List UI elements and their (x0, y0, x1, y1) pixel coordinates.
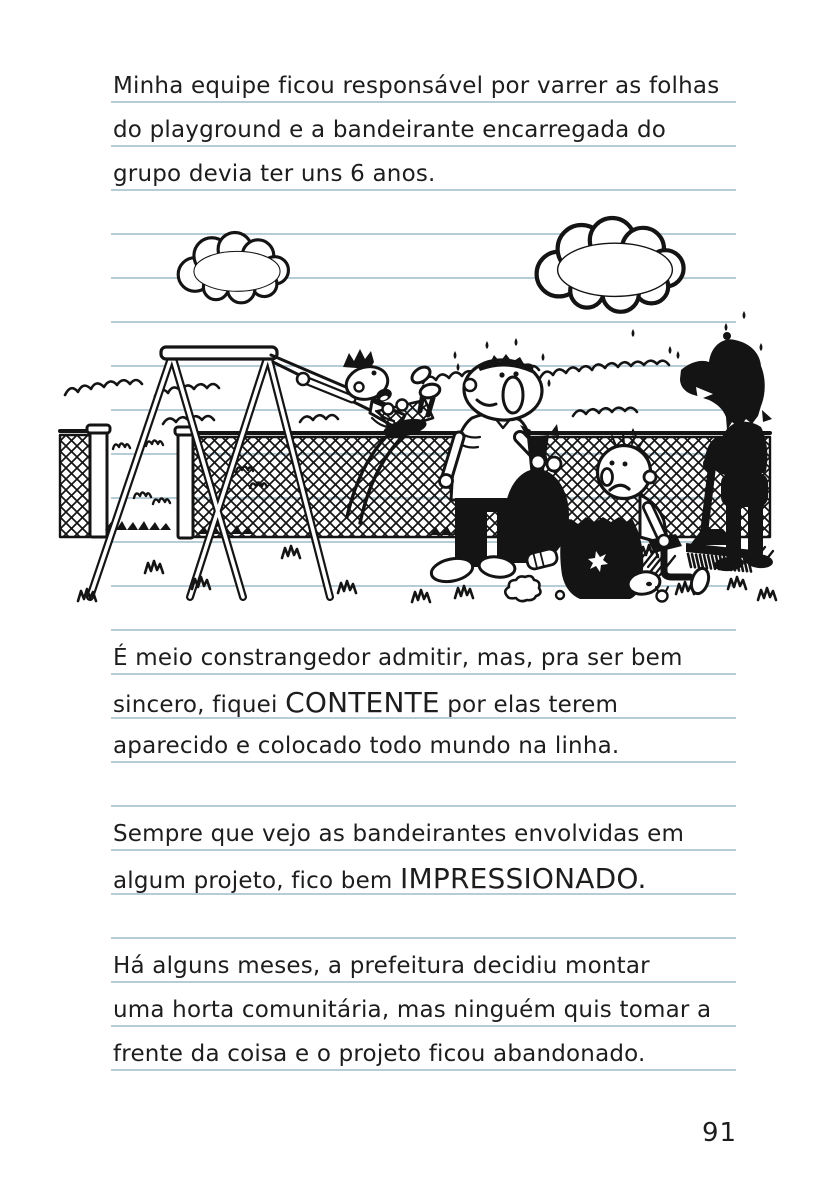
handwritten-line: grupo devia ter uns 6 anos. (113, 161, 436, 187)
handwritten-line: Há alguns meses, a prefeitura decidiu montar (113, 953, 650, 979)
handwritten-line: sincero, fiquei CONTENTE por elas terem (113, 686, 619, 719)
playground-illustration (0, 215, 814, 615)
handwritten-line: É meio constrangedor admitir, mas, pra ser bem (113, 645, 683, 671)
ruled-line (111, 805, 736, 807)
ruled-line (111, 937, 736, 939)
page-number: 91 (702, 1118, 738, 1148)
cloud-left-icon (178, 233, 288, 303)
handwritten-line: aparecido e colocado todo mundo na linha. (113, 733, 620, 759)
handwritten-line: Minha equipe ficou responsável por varrer as folhas (113, 73, 720, 99)
handwritten-line: frente da coisa e o projeto ficou abandonado. (113, 1041, 646, 1067)
cloud-right-icon (537, 218, 684, 312)
handwritten-line: uma horta comunitária, mas ninguém quis tomar a (113, 997, 712, 1023)
handwritten-line: algum projeto, fico bem IMPRESSIONADO. (113, 862, 647, 895)
handwritten-line: do playground e a bandeirante encarregada do (113, 117, 667, 143)
handwritten-line: Sempre que vejo as bandeirantes envolvidas em (113, 821, 685, 847)
ruled-line (111, 629, 736, 631)
